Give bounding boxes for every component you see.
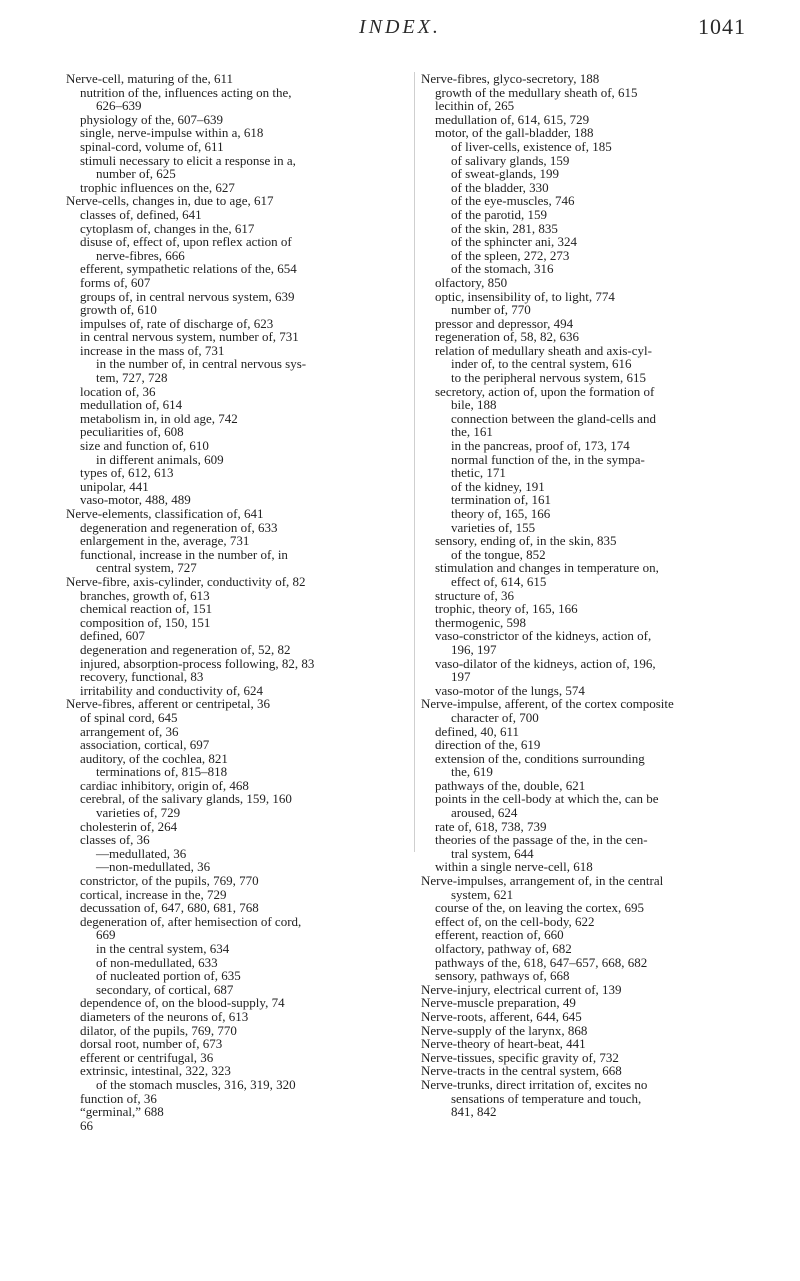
- column-divider: [414, 72, 415, 852]
- index-subentry: trophic influences on the, 627: [80, 179, 235, 195]
- index-subentry: trophic, theory of, 165, 166: [435, 601, 578, 617]
- index-subentry: cytoplasm of, changes in the, 617: [80, 220, 255, 236]
- index-subentry: recovery, functional, 83: [80, 669, 204, 685]
- index-subentry: structure of, 36: [435, 587, 515, 603]
- index-subentry: bile, 188: [451, 397, 497, 413]
- index-subentry: course of the, on leaving the cortex, 695: [435, 900, 645, 916]
- page-header: [0, 14, 800, 44]
- index-subentry: regeneration of, 58, 82, 636: [435, 329, 580, 345]
- index-subentry: types of, 612, 613: [80, 465, 174, 481]
- index-subentry: connection between the gland-cells and: [451, 410, 657, 426]
- index-subentry: efferent or centrifugal, 36: [80, 1049, 214, 1065]
- index-subentry: spinal-cord, volume of, 611: [80, 138, 224, 154]
- index-subentry: rate of, 618, 738, 739: [435, 818, 547, 834]
- index-entry: Nerve-roots, afferent, 644, 645: [421, 1008, 582, 1024]
- index-subentry: sensory, ending of, in the skin, 835: [435, 533, 617, 549]
- index-subentry: system, 621: [451, 886, 514, 902]
- index-subentry: tral system, 644: [451, 845, 534, 861]
- index-subentry: optic, insensibility of, to light, 774: [435, 288, 615, 304]
- index-subentry: olfactory, 850: [435, 274, 508, 290]
- index-entry: Nerve-supply of the larynx, 868: [421, 1022, 588, 1038]
- index-subentry: classes of, 36: [80, 832, 150, 848]
- index-subentry: thermogenic, 598: [435, 614, 526, 630]
- index-entry: Nerve-muscle preparation, 49: [421, 995, 576, 1011]
- index-subentry: association, cortical, 697: [80, 737, 210, 753]
- index-subentry: normal function of the, in the sympa-: [451, 451, 645, 467]
- index-subentry: direction of the, 619: [435, 737, 541, 753]
- index-subentry: classes of, defined, 641: [80, 206, 202, 222]
- index-subentry: 841, 842: [451, 1104, 497, 1120]
- index-entry: Nerve-cell, maturing of the, 611: [66, 71, 234, 86]
- index-subentry: dependence of, on the blood-supply, 74: [80, 995, 285, 1011]
- index-subentry: defined, 607: [80, 628, 145, 644]
- index-entry: Nerve-tracts in the central system, 668: [421, 1063, 622, 1079]
- index-subentry: medullation of, 614, 615, 729: [435, 111, 590, 127]
- index-subentry: of spinal cord, 645: [80, 709, 178, 725]
- index-subentry: vaso-dilator of the kidneys, action of, 196,: [435, 655, 656, 671]
- index-subentry: physiology of the, 607–639: [80, 111, 223, 127]
- index-subentry: stimuli necessary to elicit a response in a,: [80, 152, 296, 168]
- index-subentry: function of, 36: [80, 1090, 157, 1106]
- index-entry: Nerve-impulses, arrangement of, in the central: [421, 873, 664, 889]
- index-subentry: pathways of the, double, 621: [435, 777, 586, 793]
- index-subentry: functional, increase in the number of, in: [80, 546, 288, 562]
- index-subentry: nutrition of the, influences acting on the,: [80, 84, 292, 100]
- index-subentry: vaso-motor, 488, 489: [80, 492, 191, 508]
- index-subentry: extrinsic, intestinal, 322, 323: [80, 1063, 231, 1079]
- index-subentry: of the parotid, 159: [451, 206, 548, 222]
- index-entry: Nerve-theory of heart-beat, 441: [421, 1036, 586, 1052]
- index-subentry: stimulation and changes in temperature on,: [435, 560, 659, 576]
- index-subentry: groups of, in central nervous system, 639: [80, 288, 295, 304]
- index-subentry: central system, 727: [96, 560, 197, 576]
- index-subentry: decussation of, 647, 680, 681, 768: [80, 900, 259, 916]
- index-subentry: impulses of, rate of discharge of, 623: [80, 315, 274, 331]
- index-subentry: metabolism in, in old age, 742: [80, 410, 238, 426]
- index-subentry: dorsal root, number of, 673: [80, 1036, 223, 1052]
- index-subentry: unipolar, 441: [80, 478, 149, 494]
- index-subentry: of the stomach muscles, 316, 319, 320: [96, 1076, 296, 1092]
- index-subentry: to the peripheral nervous system, 615: [451, 370, 646, 386]
- index-subentry: medullation of, 614: [80, 397, 183, 413]
- index-subentry: of non-medullated, 633: [96, 954, 218, 970]
- index-subentry: of salivary glands, 159: [451, 152, 570, 168]
- index-entry: Nerve-impulse, afferent, of the cortex composite: [421, 696, 674, 712]
- index-subentry: lecithin of, 265: [435, 98, 515, 114]
- index-subentry: of the skin, 281, 835: [451, 220, 558, 236]
- index-subentry: 66: [80, 1117, 93, 1133]
- index-subentry: size and function of, 610: [80, 438, 209, 454]
- index-subentry: degeneration of, after hemisection of cord,: [80, 913, 302, 929]
- index-subentry: the, 161: [451, 424, 493, 440]
- index-subentry: 196, 197: [451, 641, 497, 657]
- index-subentry: of sweat-glands, 199: [451, 166, 559, 182]
- index-subentry: of liver-cells, existence of, 185: [451, 138, 612, 154]
- index-subentry: forms of, 607: [80, 274, 151, 290]
- index-subentry: efferent, reaction of, 660: [435, 927, 564, 943]
- index-subentry: growth of the medullary sheath of, 615: [435, 84, 638, 100]
- index-subentry: location of, 36: [80, 383, 156, 399]
- index-subentry: in central nervous system, number of, 731: [80, 329, 299, 345]
- index-subentry: in the central system, 634: [96, 941, 230, 956]
- index-subentry: aroused, 624: [451, 805, 518, 821]
- index-subentry: theories of the passage of the, in the cen-: [435, 832, 648, 848]
- index-subentry: terminations of, 815–818: [96, 764, 228, 780]
- index-subentry: effect of, 614, 615: [451, 573, 547, 589]
- index-subentry: in the pancreas, proof of, 173, 174: [451, 438, 630, 454]
- index-subentry: tem, 727, 728: [96, 370, 168, 386]
- index-subentry: 669: [96, 927, 116, 943]
- index-subentry: secondary, of cortical, 687: [96, 981, 234, 997]
- index-subentry: 197: [451, 669, 471, 685]
- index-subentry: number of, 770: [451, 302, 531, 318]
- index-entry: Nerve-tissues, specific gravity of, 732: [421, 1049, 619, 1065]
- index-subentry: extension of the, conditions surrounding: [435, 750, 645, 766]
- index-subentry: vaso-constrictor of the kidneys, action of,: [435, 628, 652, 644]
- index-subentry: diameters of the neurons of, 613: [80, 1008, 249, 1024]
- index-subentry: of the bladder, 330: [451, 179, 549, 195]
- running-title: INDEX.: [359, 16, 441, 38]
- index-subentry: chemical reaction of, 151: [80, 601, 213, 617]
- index-entry: Nerve-fibres, glyco-secretory, 188: [421, 71, 600, 86]
- index-subentry: increase in the mass of, 731: [80, 342, 225, 358]
- index-entry: Nerve-fibres, afferent or centripetal, 36: [66, 696, 271, 712]
- index-subentry: theory of, 165, 166: [451, 506, 551, 521]
- index-entry: Nerve-injury, electrical current of, 139: [421, 981, 622, 997]
- index-subentry: growth of, 610: [80, 302, 157, 318]
- index-subentry: 626–639: [96, 98, 142, 114]
- index-subentry: cholesterin of, 264: [80, 818, 178, 834]
- index-subentry: “germinal,” 688: [80, 1104, 164, 1120]
- index-subentry: thetic, 171: [451, 465, 506, 481]
- index-subentry: injured, absorption-process following, 82, 83: [80, 655, 315, 671]
- index-subentry: sensory, pathways of, 668: [435, 968, 570, 984]
- index-column-left: [66, 72, 411, 1132]
- index-subentry: character of, 700: [451, 709, 539, 725]
- index-entry: Nerve-fibre, axis-cylinder, conductivity of, 82: [66, 573, 306, 589]
- index-subentry: auditory, of the cochlea, 821: [80, 750, 228, 766]
- index-subentry: of the spleen, 272, 273: [451, 247, 570, 263]
- index-subentry: arrangement of, 36: [80, 723, 179, 739]
- index-subentry: of the eye-muscles, 746: [451, 193, 575, 209]
- page-number: 1041: [698, 14, 746, 39]
- index-subentry: of nucleated portion of, 635: [96, 968, 241, 984]
- index-subentry: degeneration and regeneration of, 52, 82: [80, 641, 291, 657]
- index-subentry: number of, 625: [96, 166, 176, 182]
- index-subentry: within a single nerve-cell, 618: [435, 859, 593, 875]
- index-subentry: points in the cell-body at which the, can be: [435, 791, 659, 807]
- index-subentry: of the tongue, 852: [451, 546, 546, 562]
- index-subentry: of the stomach, 316: [451, 261, 554, 277]
- index-column-right: [421, 72, 776, 1119]
- index-subentry: inder of, to the central system, 616: [451, 356, 632, 372]
- index-subentry: of the sphincter ani, 324: [451, 234, 577, 250]
- index-subentry: disuse of, effect of, upon reflex action of: [80, 234, 292, 250]
- index-subentry: cortical, increase in the, 729: [80, 886, 227, 902]
- index-subentry: defined, 40, 611: [435, 723, 519, 739]
- index-subentry: efferent, sympathetic relations of the, 654: [80, 261, 297, 277]
- index-subentry: termination of, 161: [451, 492, 552, 508]
- index-subentry: relation of medullary sheath and axis-cyl-: [435, 342, 652, 358]
- index-subentry: the, 619: [451, 764, 493, 780]
- index-subentry: —non-medullated, 36: [96, 859, 211, 875]
- index-subentry: constrictor, of the pupils, 769, 770: [80, 873, 259, 889]
- index-subentry: degeneration and regeneration of, 633: [80, 519, 278, 535]
- index-subentry: varieties of, 729: [96, 805, 181, 821]
- index-subentry: sensations of temperature and touch,: [451, 1090, 642, 1106]
- index-subentry: of the kidney, 191: [451, 478, 545, 494]
- index-subentry: dilator, of the pupils, 769, 770: [80, 1022, 237, 1038]
- index-subentry: enlargement in the, average, 731: [80, 533, 250, 549]
- index-subentry: pathways of the, 618, 647–657, 668, 682: [435, 954, 648, 970]
- index-subentry: varieties of, 155: [451, 519, 536, 535]
- index-subentry: secretory, action of, upon the formation of: [435, 383, 655, 399]
- index-subentry: in different animals, 609: [96, 451, 224, 467]
- index-subentry: nerve-fibres, 666: [96, 247, 185, 263]
- index-subentry: vaso-motor of the lungs, 574: [435, 682, 585, 698]
- index-subentry: effect of, on the cell-body, 622: [435, 913, 595, 929]
- index-subentry: olfactory, pathway of, 682: [435, 941, 572, 956]
- index-entry: Nerve-trunks, direct irritation of, excites no: [421, 1076, 648, 1092]
- index-entry: Nerve-elements, classification of, 641: [66, 506, 264, 521]
- index-subentry: in the number of, in central nervous sys-: [96, 356, 307, 372]
- index-subentry: composition of, 150, 151: [80, 614, 211, 630]
- index-subentry: peculiarities of, 608: [80, 424, 184, 440]
- index-subentry: branches, growth of, 613: [80, 587, 210, 603]
- index-subentry: motor, of the gall-bladder, 188: [435, 125, 594, 141]
- index-entry: Nerve-cells, changes in, due to age, 617: [66, 193, 274, 209]
- index-subentry: irritability and conductivity of, 624: [80, 682, 264, 698]
- index-subentry: cardiac inhibitory, origin of, 468: [80, 777, 249, 793]
- index-subentry: —medullated, 36: [96, 845, 187, 861]
- index-subentry: single, nerve-impulse within a, 618: [80, 125, 264, 141]
- index-subentry: cerebral, of the salivary glands, 159, 160: [80, 791, 292, 807]
- index-subentry: pressor and depressor, 494: [435, 315, 574, 331]
